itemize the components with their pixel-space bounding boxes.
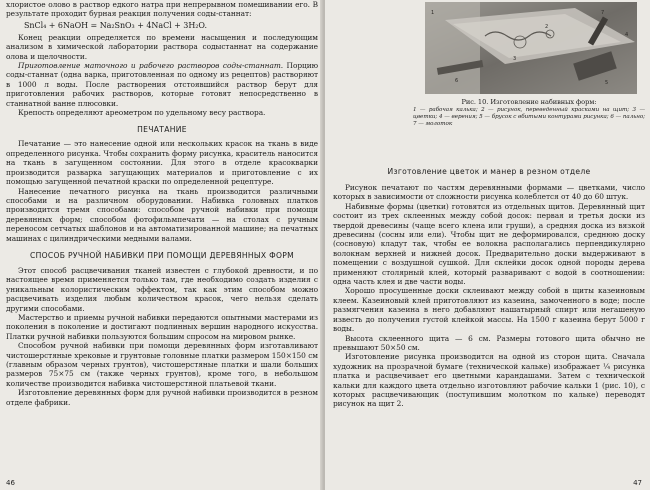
paragraph: Хорошо просушенные доски склеивают между собой в щиты казеиновым клеем. Казеиновый клей приготовляют из казеина, замоченного в воде; после размягчения казеина в него добавляют нашатырный спирт или негашеную известь до получения густой клейкой массы. На 1500 г казеина берут 5000 г воды. bbox=[333, 286, 645, 334]
svg-text:4: 4 bbox=[625, 32, 629, 38]
italic-subheading: Приготовление маточного и рабочего растворов соды-станнат. bbox=[18, 61, 284, 71]
paragraph: Печатание — это нанесение одной или нескольких красок на ткань в виде определенного рисунка. Чтобы сохранить форму рисунка, краситель наносится на ткань в загущенном состоянии. Для этого в отделе красокварки производится разварка загущающих материалов и приготовление с их помощью загущенной печатной краски по определенной рецептуре. bbox=[6, 139, 318, 187]
section-heading-printing: ПЕЧАТАНИЕ bbox=[137, 125, 187, 135]
figure-caption bbox=[413, 98, 645, 128]
right-page bbox=[325, 0, 650, 490]
paragraph-text: Порцию соды-станнат (одна варка, приготовленная по одному из рецептов) растворяют в 1000 л воды. После растворения отстоявшийся раствор берут для приготовления рабочих растворов, которые готовят непосредственно в станнатной ванне плюсовки. bbox=[6, 61, 318, 108]
page-number: 47 bbox=[633, 479, 642, 487]
page-number: 46 bbox=[6, 479, 15, 487]
svg-text:6: 6 bbox=[455, 78, 459, 84]
paragraph: Изготовление рисунка производится на одной из сторон щита. Сначала художник на прозрачной бумаге (технической кальке) изображает ¼ рисунка платка и расцвечивает его цветными карандашами. Затем с технической кальки для каждого цвета отдельно изготовляют рабочие кальки 1 (рис. 10), с которых расцвечивающик (поступившим молотком по кальке) переводят рисунок на щит 2. bbox=[333, 352, 645, 409]
chemical-formula: SnCl₄ + 6NaOH = Na₂SnO₃ + 4NaCl + 3H₂O. bbox=[24, 20, 207, 30]
paragraph: Способом ручной набивки при помощи деревянных форм изготавливают чистошерстяные хрeковые и грунтовые головные платки размером 150×150 см (главным образом черных грунтов), чистошерстяные платки и шали больших размеров 75×75 см (также черных грунтов), кроме того, в небольшом количестве производится набивка чистошерстяной платьевой ткани. bbox=[6, 341, 318, 388]
paragraph: Этот способ расцвечивания тканей известен с глубокой древности, и по настоящее время применяется только там, где необходимо создать изделия с уникальным колористическим эффектом, так как этим способом можно расцвечивать изделия любым количеством красок, чего нельзя сделать другими способами. bbox=[6, 265, 318, 313]
paragraph: Рисунок печатают по частям деревянными формами — цветками, число которых в зависимости от сложности рисунка колеблется от 40 до 60 штук. bbox=[333, 183, 645, 202]
paragraph: Набивные формы (цветки) готовятся из отдельных щитов. Деревянный щит состоит из трех склеенных между собой досок: первая и третья доски из твердой древесины (чаще всего клена или груши), а средняя доска из вязкой древесины (сосны или ели). Чтобы щит не деформировался, среднюю доску (сосновую) кладут так, чтобы ее волокна располагались перпендикулярно волокнам верхней и нижней досок. Предварительно доски выдерживают в помещении с воздушной сушкой. Для склейки досок одной породы дерева применяют столярный клей, который разваривают с водой в соотношении: одна часть клея и две части воды. bbox=[333, 201, 645, 287]
svg-text:3: 3 bbox=[513, 56, 517, 62]
left-page bbox=[0, 0, 323, 490]
paragraph-intro: хлористое олово в раствор едкого натра при непрерывном помешивании его. В результате проходит бурная реакция получения соды-станнат: bbox=[6, 0, 318, 19]
right-page-body bbox=[333, 183, 645, 409]
figure-photo bbox=[425, 2, 637, 94]
caption-title: Рис. 10. Изготовление набивных форм: bbox=[461, 98, 597, 106]
paragraph: Мастерство и приемы ручной набивки передаются опытными мастерами из поколения в поколение и достигают подлинных вершин народного искусства. Платки ручной набивки пользуются большим спросом на мировом рынке. bbox=[6, 312, 318, 341]
section-heading-hand-printing: СПОСОБ РУЧНОЙ НАБИВКИ ПРИ ПОМОЩИ ДЕРЕВЯННЫХ ФОРМ bbox=[30, 250, 294, 260]
svg-text:7: 7 bbox=[601, 10, 605, 16]
section-heading-carving: Изготовление цветок и манер в резном отделе bbox=[387, 167, 591, 176]
paragraph: Крепость определяют ареометром по удельному весу раствора. bbox=[18, 108, 266, 118]
svg-text:1: 1 bbox=[431, 10, 435, 16]
paragraph: Нанесение печатного рисунка на ткань производится различными способами и на различном оборудовании. Набивка головных платков производится тремя способами: способом ручной набивки при помощи деревянных форм; способом фотофильмпечати — на столах с ручным переносом сетчатых шаблонов и на автоматизированной машине; на печатных машинах с цилиндрическими медными валами. bbox=[6, 186, 318, 243]
paragraph: Высота склеенного щита — 6 см. Размеры готового щита обычно не превышают 50×50 см. bbox=[333, 333, 645, 352]
paragraph: Конец реакции определяется по времени насыщения и последующим анализом в химической лаборатории раствора содыстаннат на содержание олова и щелочности. bbox=[6, 32, 318, 61]
svg-text:5: 5 bbox=[605, 80, 609, 86]
caption-legend: 1 — рабочая калька; 2 — рисунок, переведенный красками на щит; 3 — цветки; 4 — верения; 5 — брусок с вбитыми контурами рисунка; 6 — пально; 7 — молоток bbox=[413, 106, 645, 127]
paragraph-solutions bbox=[6, 61, 318, 108]
svg-text:2: 2 bbox=[545, 24, 549, 30]
paragraph: Изготовление деревянных форм для ручной набивки производится в резном отделе фабрики. bbox=[6, 388, 318, 407]
